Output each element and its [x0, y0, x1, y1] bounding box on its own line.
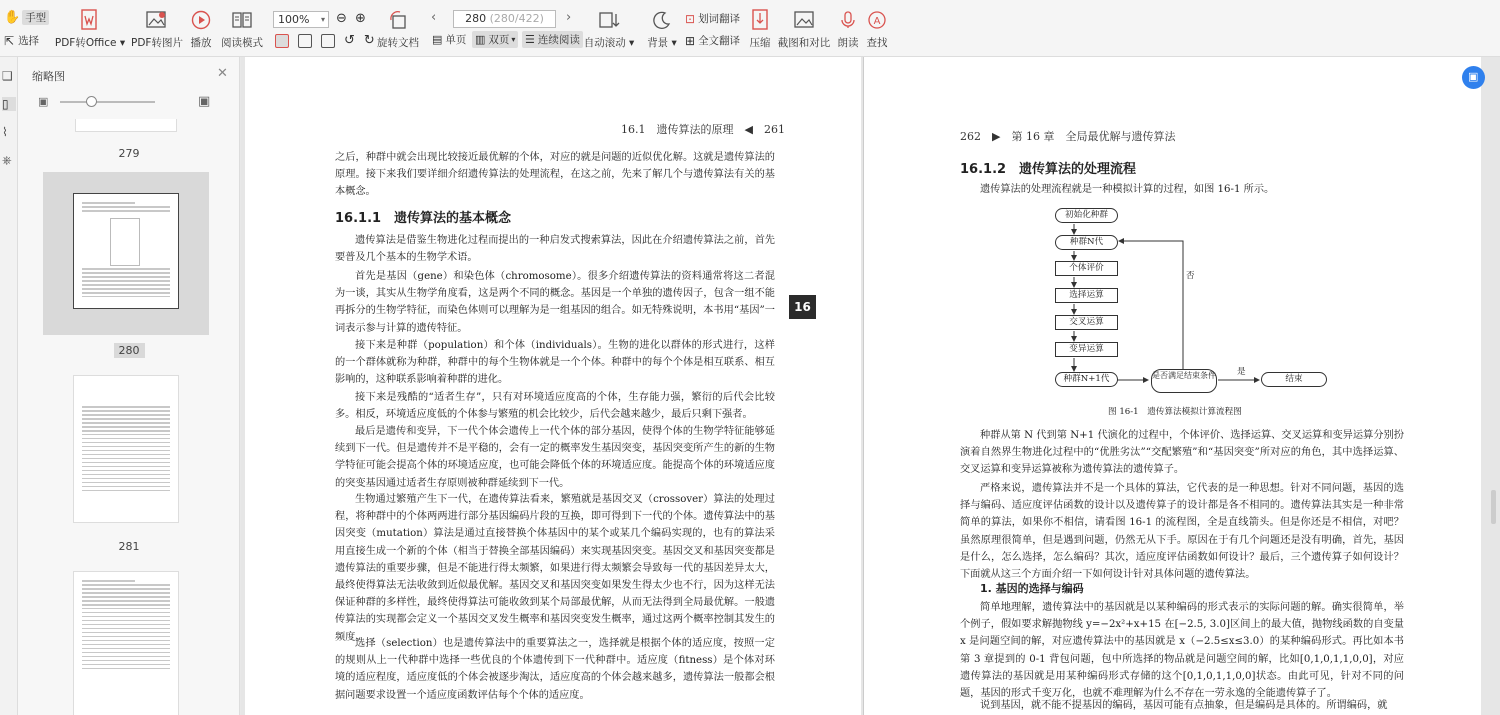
page-261	[245, 57, 861, 715]
auto-scroll-icon	[598, 8, 620, 32]
paragraph: 种群从第 N 代到第 N+1 代演化的过程中，个体评价、选择运算、交叉运算和变异运算分别扮演着自然界生物进化过程中的“优胜劣汰”“交配繁殖”和“基因突变”所对应的角色，其中选择运算、交叉运算和变异运算被称为遗传算法的遗传算子。	[960, 430, 1404, 476]
screenshot-icon	[793, 8, 815, 32]
paragraph: 简单地理解，遗传算法中的基因就是以某种编码的形式表示的实际问题的解。确实很简单，举个例子，假如要求解抛物线 y=−2x²+x+15 在[−2.5, 3.0]区间上的最大值，抛物线函数的自变量 x 是问题空间的解，对应遗传算法中的基因就是 x（−2.5≤x≤3.0）的某种编码形式。再比如本书第 3 章提到的 0-1 背包问题，包中所选择的物品就是问题空间的解，比如[0,1,0,1,1,0,0]，对应遗传算法的基因就是用某种编码形式存储的这个[0,1,0,1,1,0,0]状态。由此可见，针对不同的问题，基因的形式千变万化，也就不难理解为什么不存在一劳永逸的全能遗传算子了。	[960, 602, 1404, 700]
paragraph: 遗传算法是借鉴生物进化过程而提出的一种启发式搜索算法，因此在介绍遗传算法之前，首先要普及几个基本的生物学术语。	[335, 235, 775, 264]
bookmark-icon[interactable]: ❑	[2, 69, 13, 83]
rotate-doc-button[interactable]: 旋转文档	[377, 0, 419, 50]
compress-button[interactable]: 压缩	[746, 0, 774, 50]
section-title: 16.1.1 遗传算法的基本概念	[335, 211, 512, 226]
find-button[interactable]: A 查找	[864, 0, 890, 50]
thumbnail-page-281[interactable]	[73, 375, 179, 523]
thumbnail-label-281: 281	[118, 540, 140, 553]
small-image-icon[interactable]: ▣	[38, 95, 49, 108]
slider-handle[interactable]	[86, 96, 97, 107]
floating-tool-button[interactable]	[1462, 66, 1485, 89]
thumbnail-size-slider[interactable]	[60, 101, 155, 103]
thumbnail-page-280[interactable]	[73, 193, 179, 309]
annotation-icon[interactable]: ⎈	[2, 153, 12, 167]
read-aloud-button[interactable]: 朗读	[835, 0, 861, 50]
page-262	[863, 57, 1481, 715]
continuous-icon: ☰	[525, 33, 535, 46]
chapter-tab: 16	[789, 295, 816, 319]
zoom-in-icon: ⊕	[355, 11, 366, 26]
thumbnail-page-282[interactable]	[73, 571, 179, 715]
pdf-to-image-icon	[146, 8, 168, 32]
flow-node-gen-n: 种群N代	[1055, 235, 1118, 250]
paragraph: 接下来是种群（population）和个体（individuals）。生物的进化以群体的形式进行，这样的一个群体就称为种群，种群中的每个生物体就是一个个体。种群中的每个个体是相互联系、相互影响的，这种联系影响着种群的进化。	[335, 340, 775, 386]
compress-icon	[751, 8, 769, 32]
flow-yes-label: 是	[1237, 367, 1246, 377]
page-header: 16.1 遗传算法的原理 ◀ 261	[621, 123, 785, 136]
pdf-to-office-button[interactable]: PDF转Office ▾	[58, 0, 122, 50]
zoom-out-icon: ⊖	[336, 11, 347, 26]
page-number-input[interactable]: 280 (280/422)	[453, 10, 556, 28]
prev-page-button[interactable]	[431, 10, 436, 25]
flow-node-gen-n1: 种群N+1代	[1055, 372, 1118, 387]
section-title: 16.1.2 遗传算法的处理流程	[960, 162, 1137, 177]
thumbnail-page-279[interactable]	[75, 119, 177, 132]
rotate-left-icon[interactable]: ↺	[344, 33, 355, 48]
background-button[interactable]: 背景 ▾	[645, 0, 679, 50]
paragraph: 说到基因，就不能不提基因的编码，基因可能有点抽象，但是编码是具体的。所谓编码，就	[980, 700, 1388, 711]
chevron-left-icon: ‹	[431, 10, 437, 25]
paragraph: 生物通过繁殖产生下一代，在遗传算法看来，繁殖就是基因交叉（crossover）算法的处理过程，将种群中的个体两两进行部分基因编码片段的互换，即可得到下一代的个体。遗传算法中的基因突变（mutation）算法是通过直接替换个体基因中的某个或某几个编码实现的，也有的算法采用直接生成一个新的个体（相当于替换全部基因编码）来实现基因突变。基因交叉和基因突变都是遗传算法的重要步骤，但是不能进行得太频繁，如果进行得太频繁会导致每一代的基因差异太大，最终使得算法无法收敛到近似最优解。基因交叉和基因突变如果发生得太少也不行，因为这样无法保证种群的多样性，最终使得算法可能收敛到某个局部最优解，从而无法得到全局最优解。一般遗传算法的实现都会定义一个基因交叉发生概率和基因突变发生概率，通过这两个概率控制其发生的频度。	[335, 494, 775, 643]
continuous-read-button[interactable]: ☰ 连续阅读	[522, 31, 583, 48]
close-icon[interactable]: ✕	[217, 66, 228, 81]
document-viewer	[241, 57, 1500, 715]
play-button[interactable]: 播放	[187, 0, 215, 50]
paragraph: 首先是基因（gene）和染色体（chromosome）。很多介绍遗传算法的资料通常将这二者混为一谈，其实从生物学角度看，这是两个不同的概念。基因是一个单独的遗传因子，包含一组不能再拆分的生物学特征，而染色体则可以理解为是一组基因的组合。如无特殊说明，本书用“基因”一词表示参与计算的遗传特征。	[335, 271, 775, 334]
figure-caption: 图 16-1 遗传算法模拟计算流程图	[1108, 407, 1242, 417]
book-icon	[231, 8, 253, 32]
single-page-icon: ▤	[432, 33, 443, 46]
flow-node-condition: 是否满足结束条件	[1151, 369, 1217, 393]
thumbnail-icon[interactable]: ▯	[2, 97, 16, 111]
rotate-right-icon[interactable]: ↻	[363, 33, 375, 48]
thumbnail-label-280: 280	[114, 343, 145, 358]
hand-tool-button[interactable]: ✋ 手型	[4, 10, 49, 25]
hand-icon: ✋	[4, 10, 21, 25]
select-tool-button[interactable]: ⇱ 选择	[4, 33, 40, 48]
thumbnail-panel	[18, 57, 240, 715]
flow-node-mutation: 变异运算	[1055, 342, 1118, 357]
toolbar	[0, 0, 1500, 57]
vertical-scrollbar[interactable]	[1491, 490, 1496, 524]
word-translate-button[interactable]: ⊡ 划词翻译	[685, 11, 741, 26]
cursor-icon: ⇱	[4, 33, 15, 48]
page-header: 262 ▶ 第 16 章 全局最优解与遗传算法	[960, 130, 1176, 143]
moon-icon	[652, 8, 672, 32]
double-page-icon: ▥	[475, 33, 486, 46]
svg-text:A: A	[873, 16, 881, 27]
paragraph: 严格来说，遗传算法并不是一个具体的算法，它代表的是一种思想。针对不同问题，基因的选择与编码、适应度评估函数的设计以及遗传算子的设计都是各不相同的。遗传算法其实是一种非常简单的算法，如果你不相信，请看图 16-1 的流程图，全是直线箭头。但是你还是不相信，对吧？虽然原理很简单，但是遇到问题，仍然无从下手。原因在于有几个问题还是没有明确，首先，基因是什么，怎么选择，怎么编码？其次，适应度评估函数如何设计？最后，三个遗传算子如何设计？下面就从这三个方面介绍一下如何设计针对具体问题的遗传算法。	[960, 483, 1404, 581]
speaker-icon	[838, 8, 858, 32]
auto-scroll-button[interactable]: 自动滚动 ▾	[585, 0, 633, 50]
flow-node-select: 选择运算	[1055, 288, 1118, 303]
flow-node-evaluate: 个体评价	[1055, 261, 1118, 276]
paragraph: 之后，种群中就会出现比较接近最优解的个体，对应的就是问题的近似优化解。这就是遗传算法的原理。接下来我们要详细介绍遗传算法的处理流程，在这之前，先来了解几个与遗传算法有关的基本概念。	[335, 152, 775, 198]
double-page-button[interactable]: ▥ 双页 ▾	[472, 31, 518, 48]
pdf-to-office-icon	[80, 8, 100, 32]
paragraph: 最后是遗传和变异，下一代个体会遗传上一代个体的部分基因，使得个体的生物学特征能够延续到下一代。但是遗传并不是平稳的，会有一定的概率发生基因突变，基因突变所产生的新的生物学特征可能会提高个体的环境适应度，也可能会降低个体的环境适应度。能提高个体的环境适应度的突变基因通过适者生存原则被种群延续到下一代。	[335, 426, 775, 489]
thumbnail-panel-title: 缩略图	[32, 70, 65, 83]
paragraph: 接下来是残酷的“适者生存”，只有对环境适应度高的个体，生存能力强，繁衍的后代会比较多。相反，环境适应度低的个体参与繁殖的机会比较少，后代会越来越少，最后只剩下强者。	[335, 392, 775, 421]
chevron-right-icon: ›	[566, 10, 572, 25]
screen-icon: ▣	[1468, 70, 1479, 83]
attachment-icon[interactable]: ⌇	[2, 125, 8, 139]
flow-node-end: 结束	[1261, 372, 1327, 387]
subsection-title: 1. 基因的选择与编码	[980, 582, 1084, 595]
flow-node-init: 初始化种群	[1055, 208, 1118, 223]
pdf-to-image-button[interactable]: PDF转图片	[132, 0, 182, 50]
zoom-select[interactable]: 100% ▾	[273, 11, 329, 28]
flow-no-label: 否	[1186, 271, 1195, 281]
single-page-button[interactable]: ▤ 单页	[432, 33, 467, 46]
fit-page-icon[interactable]	[275, 34, 289, 48]
full-translate-button[interactable]: ⊞ 全文翻译	[685, 33, 741, 48]
read-mode-button[interactable]: 阅读模式	[221, 0, 263, 50]
zoom-out-button[interactable]	[336, 11, 347, 26]
play-icon	[191, 8, 211, 32]
thumbnail-label-279: 279	[118, 147, 140, 160]
fit-width-icon[interactable]	[298, 34, 312, 48]
rotate-doc-icon	[388, 8, 408, 32]
full-translate-icon: ⊞	[685, 33, 696, 48]
chevron-down-icon: ▾	[320, 15, 325, 24]
translate-icon: ⊡	[685, 11, 696, 26]
next-page-button[interactable]	[566, 10, 571, 25]
screenshot-compare-button[interactable]: 截图和对比	[778, 0, 830, 50]
actual-size-icon[interactable]	[321, 34, 335, 48]
zoom-in-button[interactable]	[355, 11, 366, 26]
paragraph: 遗传算法的处理流程就是一种模拟计算的过程，如图 16-1 所示。	[980, 184, 1275, 195]
paragraph: 选择（selection）也是遗传算法中的重要算法之一，选择就是根据个体的适应度，按照一定的规则从上一代种群中选择一些优良的个体遗传到下一代种群中。适应度（fitness）是个体对环境的适应程度，适应度低的个体会被逐步淘汰，适应度高的个体会越来越多，遗传算法一般都会根据问题要求设置一个适应度函数评估每个个体的适应度。	[335, 638, 775, 701]
flow-node-crossover: 交叉运算	[1055, 315, 1118, 330]
thumbnail-flowchart	[110, 218, 140, 266]
left-icon-strip	[0, 57, 18, 715]
search-icon	[867, 8, 887, 32]
large-image-icon[interactable]: ▣	[198, 94, 211, 109]
